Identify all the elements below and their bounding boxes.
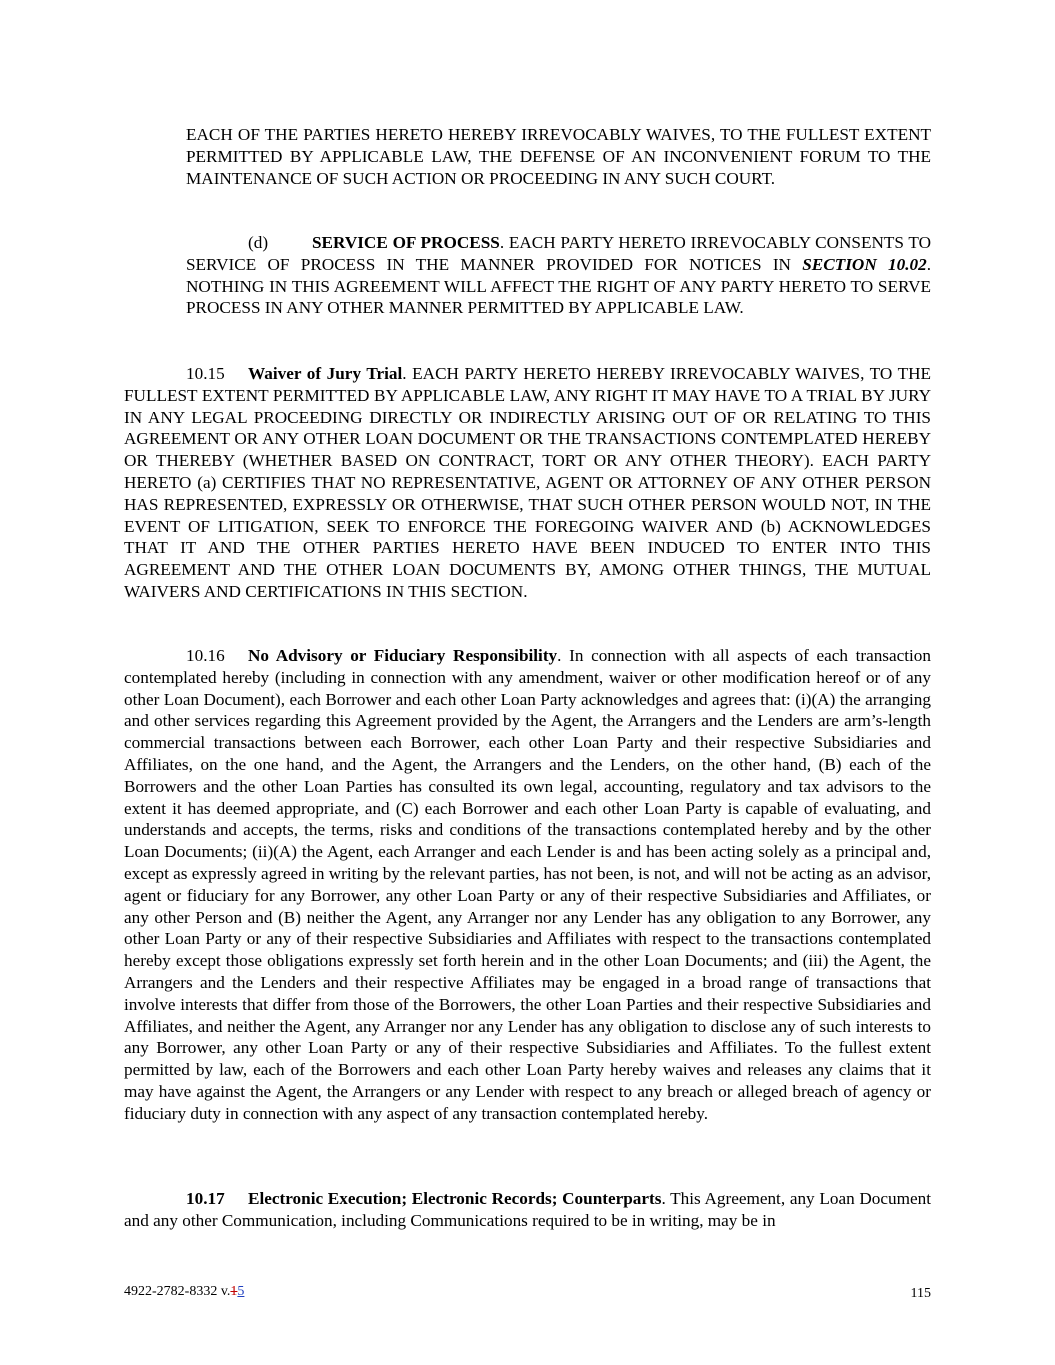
cross-reference: SECTION 10.02 (802, 254, 927, 274)
paragraph-text: . NOTHING IN THIS AGREEMENT WILL AFFECT THE RIGHT OF ANY PARTY HERETO TO SERVE PROCESS IN ANY OTHER MANNER PERMITTED BY APPLICABLE LAW. (186, 254, 931, 318)
section-heading: No Advisory or Fiduciary Responsibility (248, 646, 558, 665)
section-heading: Electronic Execution; Electronic Records; Counterparts (248, 1189, 662, 1208)
paragraph-text: EACH OF THE PARTIES HERETO HEREBY IRREVOCABLY WAIVES, TO THE FULLEST EXTENT PERMITTED BY APPLICABLE LAW, THE DEFENSE OF AN INCONVENIENT FORUM TO THE MAINTENANCE OF SUCH ACTION OR PROCEEDING IN ANY SUCH COURT. (186, 125, 931, 188)
section-heading: Waiver of Jury Trial (248, 364, 403, 383)
page-number: 115 (910, 1286, 931, 1301)
section-10-15 (124, 363, 931, 603)
section-number: 10.17 (186, 1189, 225, 1208)
section-text: . This Agreement, any Loan Document and any other Communication, including Communications required to be in writing, may be in (124, 1189, 931, 1230)
subsection-label: (d) (248, 233, 269, 252)
section-text: . EACH PARTY HERETO HEREBY IRREVOCABLY WAIVES, TO THE FULLEST EXTENT PERMITTED BY APPLICABLE LAW, ANY RIGHT IT MAY HAVE TO A TRIAL BY JURY IN ANY LEGAL PROCEEDING DIRECTLY OR INDIRECTLY ARISING OUT OF OR RELATING TO THIS AGREEMENT OR ANY OTHER LOAN DOCUMENT OR THE TRANSACTIONS CONTEMPLATED HEREBY OR THEREBY (WHETHER BASED ON CONTRACT, TORT OR ANY OTHER THEORY). EACH PARTY HERETO (a) CERTIFIES THAT NO REPRESENTATIVE, AGENT OR ATTORNEY OF ANY OTHER PERSON HAS REPRESENTED, EXPRESSLY OR OTHERWISE, THAT SUCH OTHER PERSON WOULD NOT, IN THE EVENT OF LITIGATION, SEEK TO ENFORCE THE FOREGOING WAIVER AND (b) ACKNOWLEDGES THAT IT AND THE OTHER PARTIES HERETO HAVE BEEN INDUCED TO ENTER INTO THIS AGREEMENT AND THE OTHER LOAN DOCUMENTS BY, AMONG OTHER THINGS, THE MUTUAL WAIVERS AND CERTIFICATIONS IN THIS SECTION. (124, 364, 931, 601)
section-number: 10.15 (186, 364, 225, 383)
paragraph-d (186, 232, 931, 319)
document-id: 4922-2782-8332 v. (124, 1284, 231, 1299)
version-deleted: 1 (230, 1284, 238, 1299)
document-id-footer (124, 1284, 244, 1300)
paragraph-c-tail (186, 124, 931, 189)
section-10-17 (124, 1188, 931, 1232)
section-10-16 (124, 645, 931, 1125)
subsection-heading: SERVICE OF PROCESS (312, 233, 500, 252)
paragraph-text: . EACH PARTY HERETO IRREVOCABLY CONSENTS TO SERVICE OF PROCESS IN THE MANNER PROVIDED FOR NOTICES IN (186, 233, 931, 274)
section-number: 10.16 (186, 646, 225, 665)
version-inserted: 5 (237, 1284, 245, 1299)
section-text: . In connection with all aspects of each transaction contemplated hereby (including in connection with any amendment, waiver or other modification hereof or of any other Loan Document), each Borrower and each other Loan Party acknowledges and agrees that: (i)(A) the arranging and other services regarding this Agreement provided by the Agent, the Arrangers and the Lenders are arm’s-length commercial transactions between each Borrower, each other Loan Party and their respective Subsidiaries and Affiliates, on the one hand, and the Agent, the Arrangers and the Lenders, on the other hand, (B) each of the Borrowers and the other Loan Parties has consulted its own legal, accounting, regulatory and tax advisors to the extent it has deemed appropriate, and (C) each Borrower and each other Loan Party is capable of evaluating, and understands and accepts, the terms, risks and conditions of the transactions contemplated hereby and by the other Loan Documents; (ii)(A) the Agent, each Arranger and each Lender is and has been acting solely as a principal and, except as expressly agreed in writing by the relevant parties, has not been, is not, and will not be acting as an advisor, agent or fiduciary for any Borrower, any other Loan Party or any of their respective Subsidiaries and Affiliates, or any other Person and (B) neither the Agent, any Arranger nor any Lender has any obligation to any Borrower, any other Loan Party or any of their respective Subsidiaries and Affiliates with respect to the transactions contemplated hereby except those obligations expressly set forth herein and in the other Loan Documents; and (iii) the Agent, the Arrangers and the Lenders and their respective Affiliates may be engaged in a broad range of transactions that involve interests that differ from those of the Borrowers, the other Loan Parties and their respective Subsidiaries and Affiliates, and neither the Agent, any Arranger nor any Lender has any obligation to disclose any of such interests to any Borrower, any other Loan Party or any of their respective Subsidiaries and Affiliates. To the fullest extent permitted by law, each of the Borrowers and each other Loan Party hereby waives and releases any claims that it may have against the Agent, the Arrangers or any Lender with respect to any breach or alleged breach of agency or fiduciary duty in connection with any aspect of any transaction contemplated hereby. (124, 646, 931, 1123)
